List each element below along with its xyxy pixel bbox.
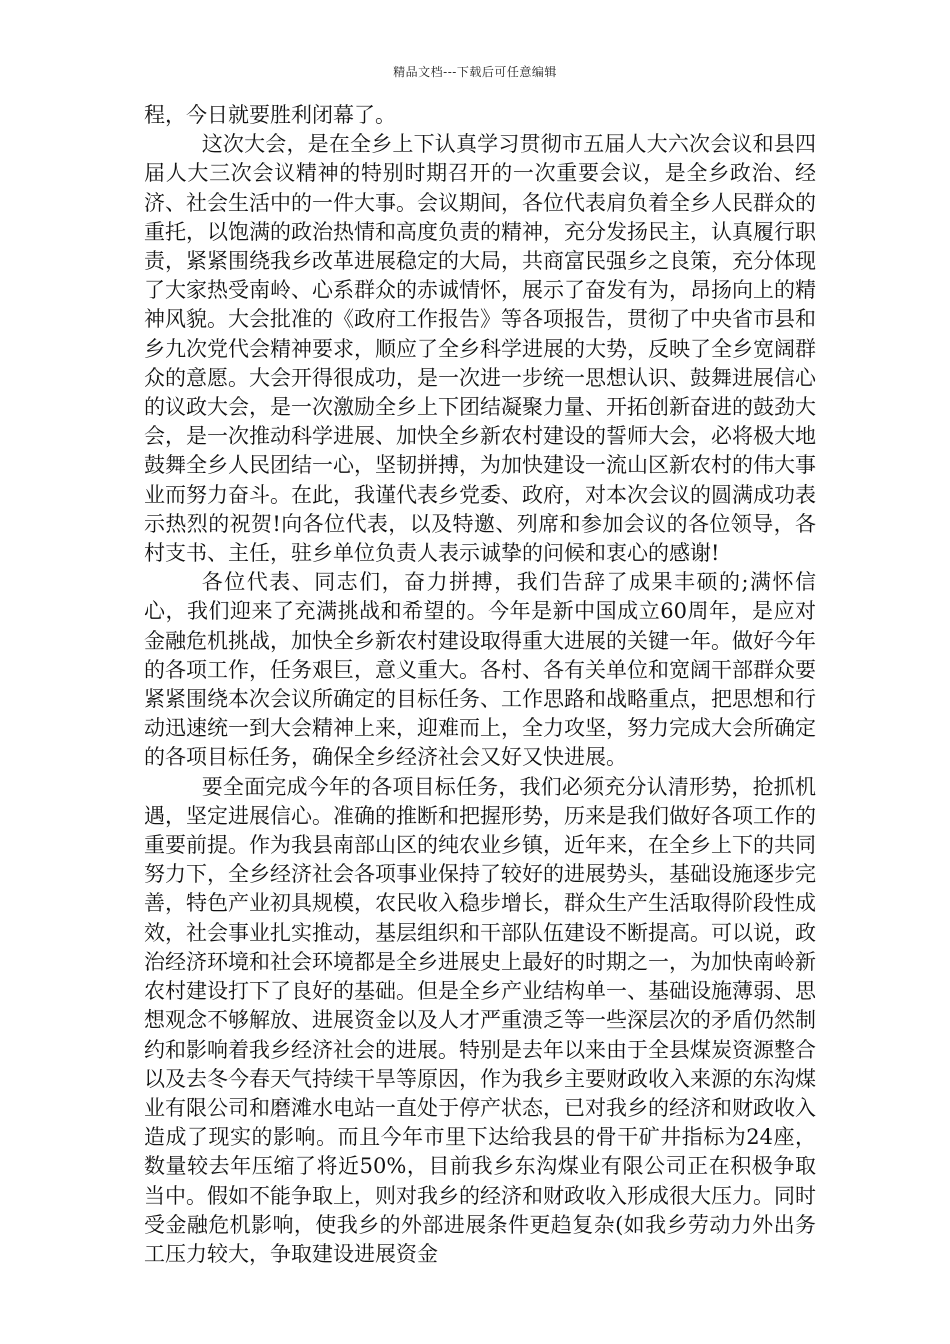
paragraph-continuation: 程，今日就要胜利闭幕了。 [144,103,396,127]
paragraph-conference-significance: 这次大会，是在全乡上下认真学习贯彻市五届人大六次会议和县四届人大三次会议精神的特别时期召开的一次重要会议，是全乡政治、经济、社会生活中的一件大事。会议期间，各位代表肩负着全乡人民群众的重托，以饱满的政治热情和高度负责的精神，充分发扬民主，认真履行职责，紧紧围绕我乡改革进展稳定的大局，共商富民强乡之良策，充分体现了大家热受南岭、心系群众的赤诚情怀，展示了奋发有为，昂扬向上的精神风貌。大会批准的《政府工作报告》等各项报告，贯彻了中央省市县和乡九次党代会精神要求，顺应了全乡科学进展的大势，反映了全乡宽阔群众的意愿。大会开得很成功，是一次进一步统一思想认识、鼓舞进展信心的议政大会，是一次激励全乡上下团结凝聚力量、开拓创新奋进的鼓劲大会，是一次推动科学进展、加快全乡新农村建设的誓师大会，必将极大地鼓舞全乡人民团结一心，坚韧拼搏，为加快建设一流山区新农村的伟大事业而努力奋斗。在此，我谨代表乡党委、政府，对本次会议的圆满成功表示热烈的祝贺!向各位代表，以及特邀、列席和参加会议的各位领导，各村支书、主任，驻乡单位负责人表示诚挚的问候和衷心的感谢! [144,132,816,566]
document-body [144,101,816,1269]
page-header: 精品文档---下载后可任意编辑 [393,65,557,79]
paragraph-situation-analysis: 要全面完成今年的各项目标任务，我们必须充分认清形势，抢抓机遇，坚定进展信心。准确的推断和把握形势，历来是我们做好各项工作的重要前提。作为我县南部山区的纯农业乡镇，近年来，在全乡上下的共同努力下，全乡经济社会各项事业保持了较好的进展势头，基础设施逐步完善，特色产业初具规模，农民收入稳步增长，群众生产生活取得阶段性成效，社会事业扎实推动，基层组织和干部队伍建设不断提高。可以说，政治经济环境和社会环境都是全乡进展史上最好的时期之一，为加快南岭新农村建设打下了良好的基础。但是全乡产业结构单一、基础设施薄弱、思想观念不够解放、进展资金以及人才严重溃乏等一些深层次的矛盾仍然制约和影响着我乡经济社会的进展。特别是去年以来由于全县煤炭资源整合以及去冬今春天气持续干旱等原因，作为我乡主要财政收入来源的东沟煤业有限公司和磨滩水电站一直处于停产状态，已对我乡的经济和财政收入造成了现实的影响。而且今年市里下达给我县的骨干矿井指标为24座，数量较去年压缩了将近50%，目前我乡东沟煤业有限公司正在积极争取当中。假如不能争取上，则对我乡的经济和财政收入形成很大压力。同时受金融危机影响，使我乡的外部进展条件更趋复杂(如我乡劳动力外出务工压力较大，争取建设进展资金 [144,774,816,1266]
paragraph-new-year-tasks: 各位代表、同志们，奋力拼搏，我们告辞了成果丰硕的;满怀信心，我们迎来了充满挑战和希望的。今年是新中国成立60周年，是应对金融危机挑战，加快全乡新农村建设取得重大进展的关键一年。做好今年的各项工作，任务艰巨，意义重大。各村、各有关单位和宽阔干部群众要紧紧围绕本次会议所确定的目标任务、工作思路和战略重点，把思想和行动迅速统一到大会精神上来，迎难而上，全力攻坚，努力完成大会所确定的各项目标任务，确保全乡经济社会又好又快进展。 [144,570,816,770]
